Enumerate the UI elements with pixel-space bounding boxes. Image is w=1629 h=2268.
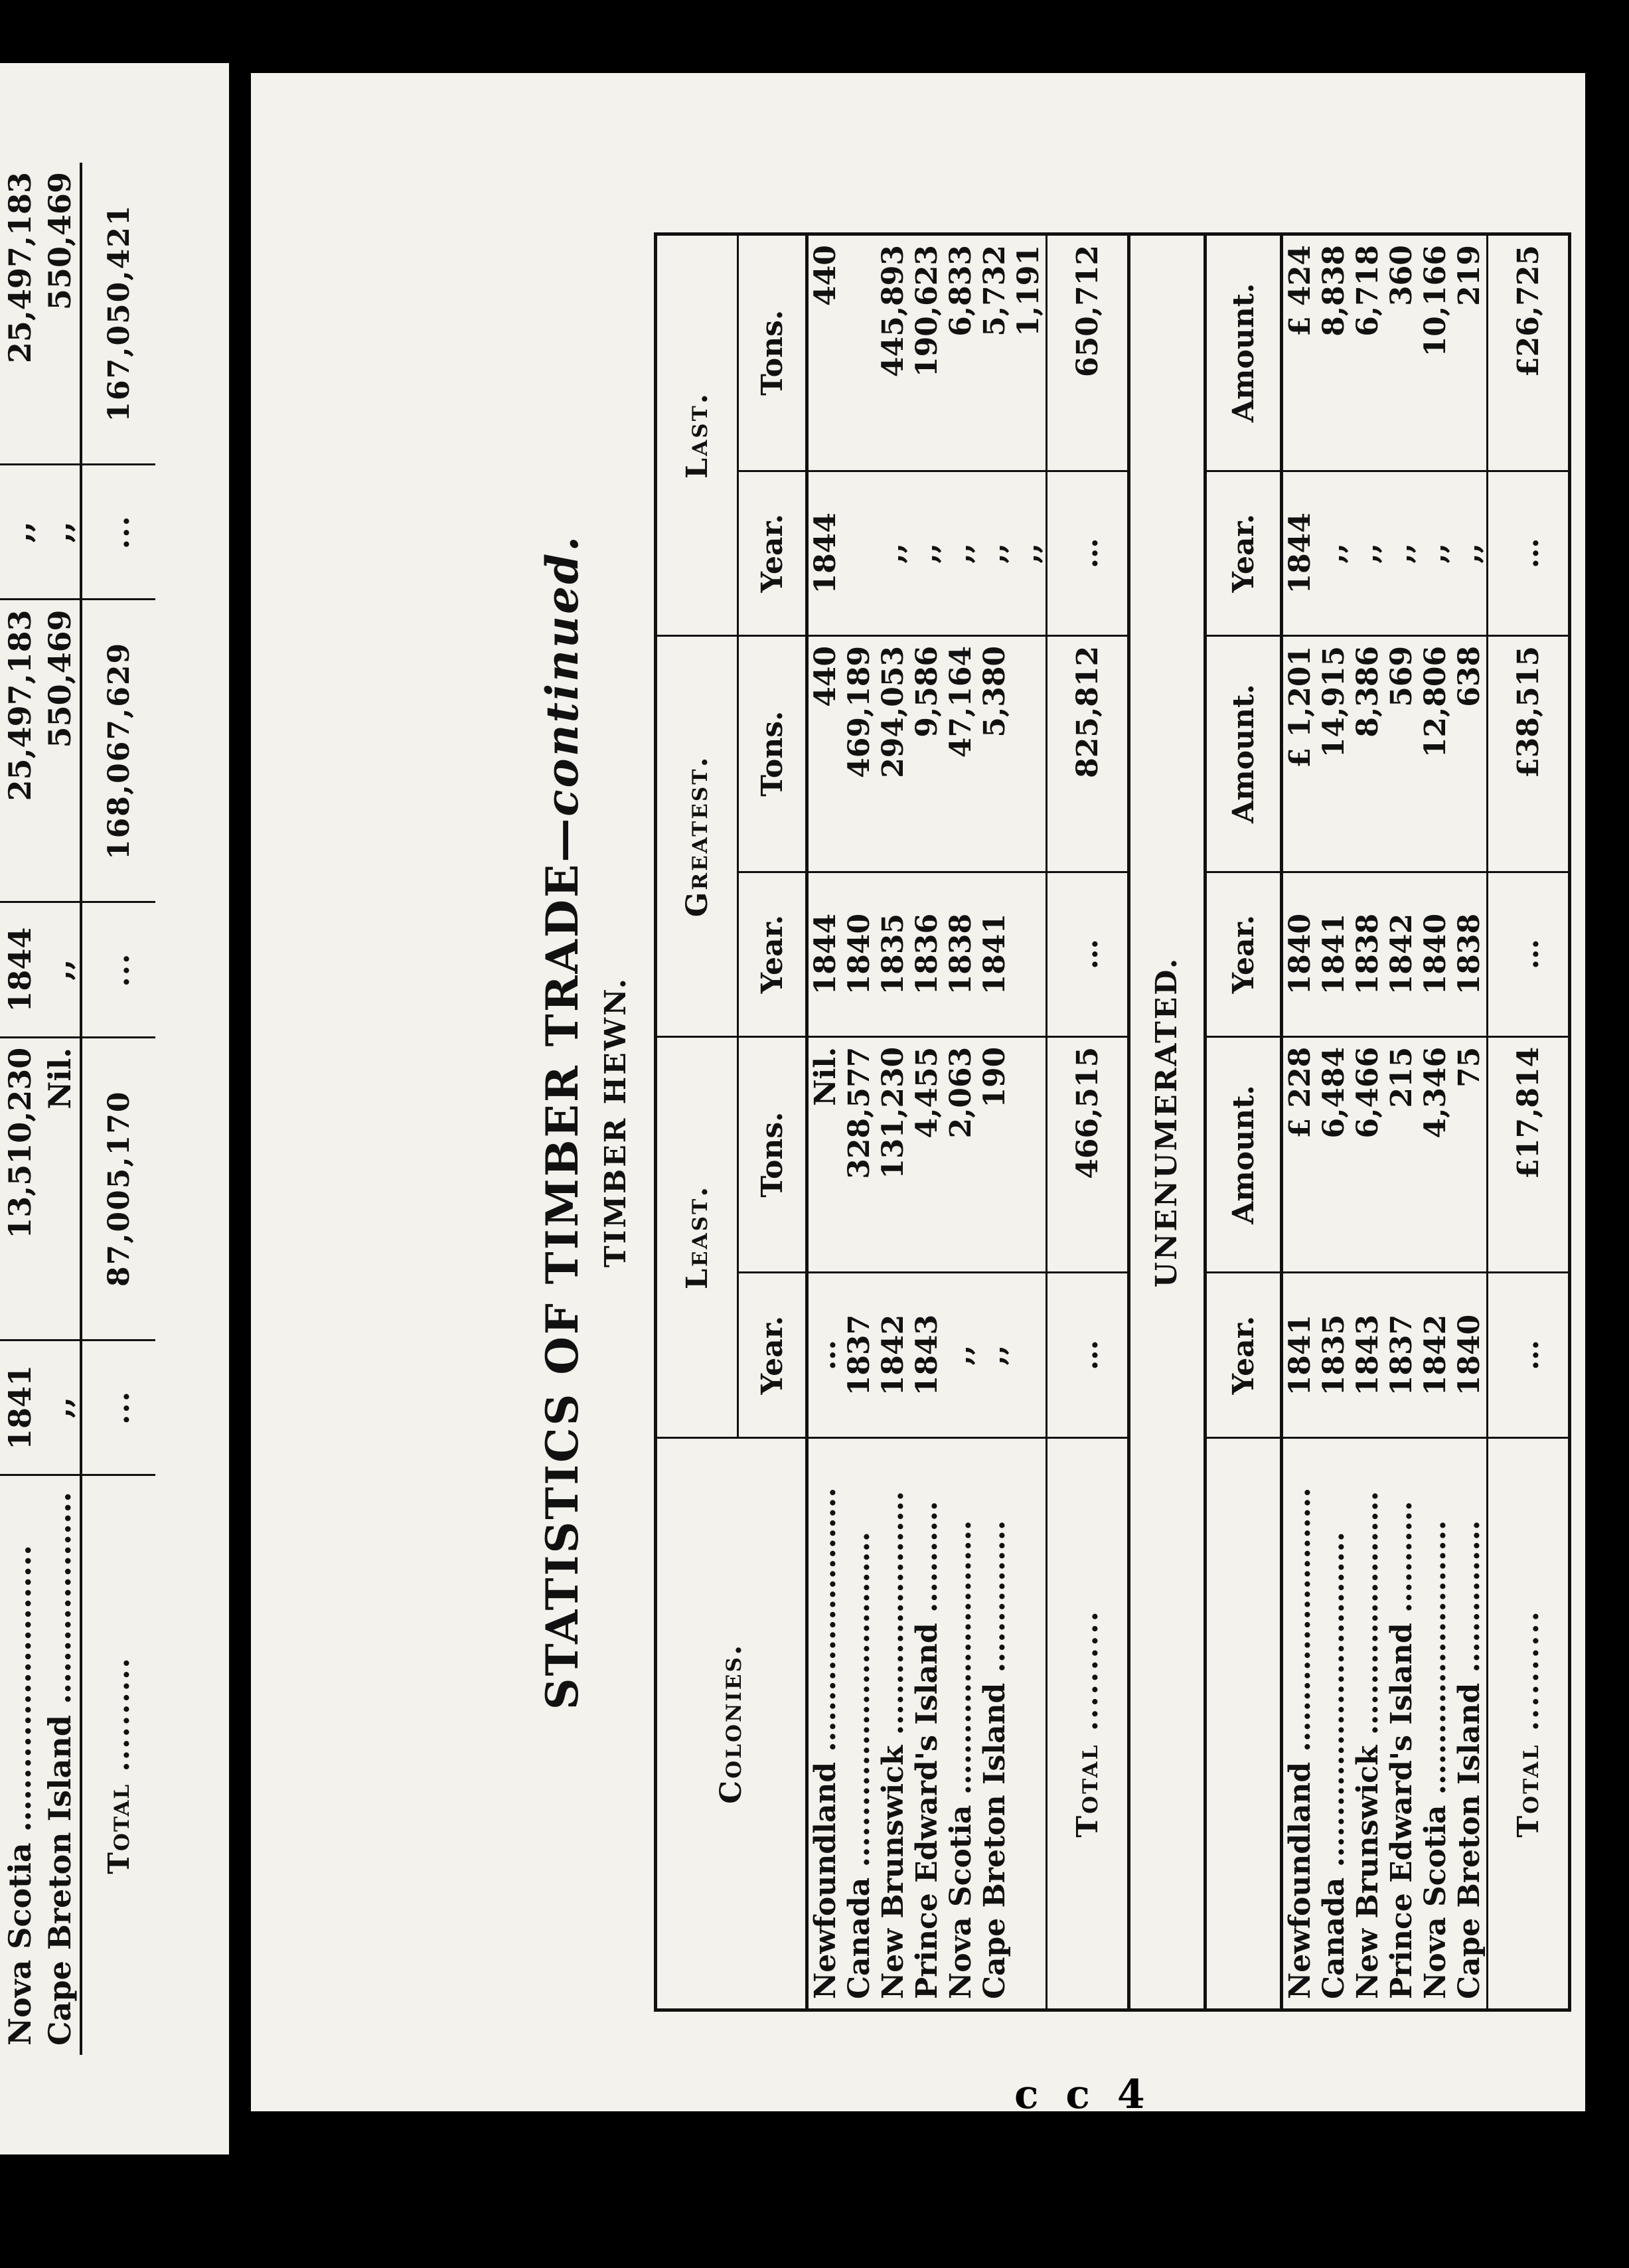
tons-cell: 5,380 (978, 635, 1012, 872)
total-value: 825,812 (1047, 635, 1128, 872)
year-cell: ,, (40, 1340, 81, 1475)
year-cell: ,, (978, 471, 1012, 635)
tons-cell: 190,623 (910, 236, 944, 471)
year-cell: 1841 (0, 1340, 40, 1475)
title-main: STATISTICS OF TIMBER TRADE— (536, 816, 588, 1710)
amount-cell: 12,806 (1419, 635, 1452, 872)
tons-cell: Nil. (807, 1036, 843, 1273)
value-cell: 25,497,183 (0, 600, 40, 902)
total-value: 87,005,170 (81, 1037, 155, 1340)
colony-cell: Cape Breton Island ............... (1452, 1520, 1486, 1999)
unenumerated-table-frame (1203, 232, 1571, 2012)
page-title (536, 232, 588, 2012)
year-cell: ,, (1351, 471, 1385, 635)
year-header: Year. (738, 471, 807, 635)
table-row (40, 163, 81, 2055)
colony-cell: Nova Scotia ........................... (2, 1544, 38, 2046)
table-row (1351, 236, 1385, 2008)
tons-cell: 6,833 (944, 236, 978, 471)
year-cell: ,, (876, 471, 910, 635)
year-cell: ,, (1419, 471, 1452, 635)
colonies-header: Colonies. (714, 1643, 748, 1804)
tons-cell (1012, 635, 1047, 872)
amount-cell: 8,838 (1317, 236, 1351, 471)
colony-cell: New Brunswick ........................ (1351, 1491, 1385, 1999)
year-cell: ,, (910, 471, 944, 635)
statistics-table-frame (654, 232, 1130, 2012)
year-cell: ... (807, 1273, 843, 1437)
tons-cell: 469,189 (842, 635, 876, 872)
total-value: 466,515 (1047, 1036, 1128, 1273)
year-header: Year. (1207, 1273, 1282, 1437)
colony-cell: Cape Breton Island ............... (978, 1520, 1012, 1999)
year-cell: 1837 (1385, 1273, 1419, 1437)
total-label: Total .......... (1047, 1437, 1128, 2008)
amount-cell: 6,718 (1351, 236, 1385, 471)
colony-cell: Canada ................................. (1317, 1531, 1351, 1999)
value-cell: Nil. (40, 1037, 81, 1340)
total-value: 650,712 (1047, 236, 1128, 471)
year-cell: 1838 (1351, 872, 1385, 1036)
tons-cell: 131,230 (876, 1036, 910, 1273)
amount-cell: £ 424 (1282, 236, 1318, 471)
colony-cell: New Brunswick ........................ (876, 1491, 910, 1999)
colony-cell: Canada ................................. (842, 1531, 876, 1999)
year-cell: ,, (1452, 471, 1488, 635)
year-cell: 1837 (842, 1273, 876, 1437)
tons-cell (842, 236, 876, 471)
year-cell: ,, (944, 1273, 978, 1437)
year-cell: 1844 (807, 872, 843, 1036)
amount-cell: £ 1,201 (1282, 635, 1318, 872)
amount-header: Amount. (1207, 635, 1282, 872)
year-cell: 1840 (1282, 872, 1318, 1036)
table-row (0, 163, 40, 2055)
amount-cell: £ 228 (1282, 1036, 1318, 1273)
total-value: £38,515 (1488, 635, 1569, 872)
year-cell (1012, 872, 1047, 1036)
previous-page (0, 63, 229, 2154)
previous-page-table (0, 163, 155, 2055)
total-value: 167,050,421 (81, 163, 155, 465)
amount-cell: 4,346 (1419, 1036, 1452, 1273)
amount-cell: 8,386 (1351, 635, 1385, 872)
tons-cell: 47,164 (944, 635, 978, 872)
tons-cell: 1,191 (1012, 236, 1047, 471)
colony-cell: Prince Edward's Island ........... (910, 1500, 944, 1999)
rotated-content (536, 232, 1629, 2012)
total-label: Total .......... (1488, 1437, 1569, 2008)
colony-cell: Prince Edward's Island ........... (1385, 1500, 1419, 1999)
year-cell: 1840 (1419, 872, 1452, 1036)
colony-cell: Nova Scotia ........................... (1419, 1520, 1452, 1999)
year-cell: ... (1047, 872, 1128, 1036)
year-cell: 1836 (910, 872, 944, 1036)
tons-header: Tons. (738, 236, 807, 471)
table-row (1452, 236, 1488, 2008)
year-cell: 1841 (978, 872, 1012, 1036)
year-cell: 1841 (1317, 872, 1351, 1036)
year-cell: ... (81, 1340, 155, 1475)
tons-cell: 294,053 (876, 635, 910, 872)
tons-cell: 445,893 (876, 236, 910, 471)
year-cell: 1844 (1282, 471, 1318, 635)
amount-cell: 219 (1452, 236, 1488, 471)
tons-cell (1012, 1036, 1047, 1273)
last-header: Last. (657, 236, 738, 635)
amount-header: Amount. (1207, 236, 1282, 471)
group-header-row (657, 236, 738, 2008)
year-cell (842, 471, 876, 635)
greatest-header: Greatest. (657, 635, 738, 1036)
colonies-header-blank (1207, 1437, 1282, 2008)
amount-cell: 6,484 (1317, 1036, 1351, 1273)
section-title-timber-hewn: TIMBER HEWN. (599, 977, 633, 1267)
year-cell: ... (1047, 471, 1128, 635)
sub-header-row (1207, 236, 1282, 2008)
tons-cell: 9,586 (910, 635, 944, 872)
year-cell: ,, (1012, 471, 1047, 635)
least-header: Least. (657, 1036, 738, 1437)
year-cell: ,, (40, 902, 81, 1037)
year-cell: 1838 (944, 872, 978, 1036)
tons-cell: 190 (978, 1036, 1012, 1273)
table-row (842, 236, 876, 2008)
table-row (1419, 236, 1452, 2008)
year-cell: 1835 (876, 872, 910, 1036)
table-row (944, 236, 978, 2008)
year-cell: ... (81, 465, 155, 600)
year-cell: ,, (944, 471, 978, 635)
year-cell: ... (1488, 471, 1569, 635)
year-cell: 1842 (1385, 872, 1419, 1036)
year-cell: 1843 (1351, 1273, 1385, 1437)
year-cell: ,, (1385, 471, 1419, 635)
amount-header: Amount. (1207, 1036, 1282, 1273)
amount-cell: 75 (1452, 1036, 1488, 1273)
colony-cell: Cape Breton Island .................... (42, 1491, 78, 2046)
value-cell: 550,469 (40, 600, 81, 902)
year-cell: 1840 (842, 872, 876, 1036)
value-cell: 13,510,230 (0, 1037, 40, 1340)
table-row (1385, 236, 1419, 2008)
tons-cell: 2,063 (944, 1036, 978, 1273)
total-label: Total .......... (81, 1475, 155, 2055)
amount-cell: 14,915 (1317, 635, 1351, 872)
year-cell: ,, (40, 465, 81, 600)
tons-cell: 440 (807, 635, 843, 872)
tons-cell: 328,577 (842, 1036, 876, 1273)
tons-header: Tons. (738, 635, 807, 872)
year-cell: 1841 (1282, 1273, 1318, 1437)
year-cell: 1844 (807, 471, 843, 635)
year-header: Year. (738, 872, 807, 1036)
amount-cell: 360 (1385, 236, 1419, 471)
total-value: 168,067,629 (81, 600, 155, 902)
year-cell: 1844 (0, 902, 40, 1037)
table-row (876, 236, 910, 2008)
year-cell: ,, (1317, 471, 1351, 635)
amount-cell: 638 (1452, 635, 1488, 872)
colony-cell: Newfoundland .......................... (807, 1437, 843, 2008)
year-cell: ,, (0, 465, 40, 600)
amount-cell: 10,166 (1419, 236, 1452, 471)
unenumerated-table (1207, 236, 1568, 2008)
total-value: £17,814 (1488, 1036, 1569, 1273)
year-cell: 1840 (1452, 1273, 1488, 1437)
table-row (1012, 236, 1047, 2008)
year-cell: ... (1488, 1273, 1569, 1437)
value-cell: 550,469 (40, 163, 81, 465)
year-header: Year. (738, 1273, 807, 1437)
year-cell: 1843 (910, 1273, 944, 1437)
year-cell: 1835 (1317, 1273, 1351, 1437)
year-cell: ... (1488, 872, 1569, 1036)
year-cell: ,, (978, 1273, 1012, 1437)
year-cell: ... (1047, 1273, 1128, 1437)
total-row (1488, 236, 1569, 2008)
statistics-table (657, 236, 1127, 2008)
signature-mark: c c 4 (1014, 2071, 1152, 2118)
amount-cell: 6,466 (1351, 1036, 1385, 1273)
total-row (1047, 236, 1128, 2008)
colony-cell (1012, 1437, 1047, 2008)
amount-cell: 569 (1385, 635, 1419, 872)
table-row (910, 236, 944, 2008)
year-cell: 1842 (1419, 1273, 1452, 1437)
year-cell: 1842 (876, 1273, 910, 1437)
table-row (978, 236, 1012, 2008)
colony-cell: Nova Scotia ........................... (944, 1520, 978, 1999)
year-header: Year. (1207, 471, 1282, 635)
total-row (81, 163, 155, 2055)
value-cell: 25,497,183 (0, 163, 40, 465)
amount-cell: 215 (1385, 1036, 1419, 1273)
table-row (1317, 236, 1351, 2008)
main-page (251, 73, 1585, 2118)
year-cell (1012, 1273, 1047, 1437)
tons-cell: 4,455 (910, 1036, 944, 1273)
colony-cell: Newfoundland .......................... (1282, 1437, 1318, 2008)
tons-cell: 5,732 (978, 236, 1012, 471)
section-title-unenumerated: UNENUMERATED. (1130, 232, 1203, 2012)
tons-header: Tons. (738, 1036, 807, 1273)
year-cell: ... (81, 902, 155, 1037)
year-cell: 1838 (1452, 872, 1488, 1036)
title-continued: continued. (536, 534, 588, 817)
tons-cell: 440 (807, 236, 843, 471)
total-value: £26,725 (1488, 236, 1569, 471)
previous-page-content (0, 163, 153, 2055)
year-header: Year. (1207, 872, 1282, 1036)
table-row (1282, 236, 1318, 2008)
table-row (807, 236, 843, 2008)
